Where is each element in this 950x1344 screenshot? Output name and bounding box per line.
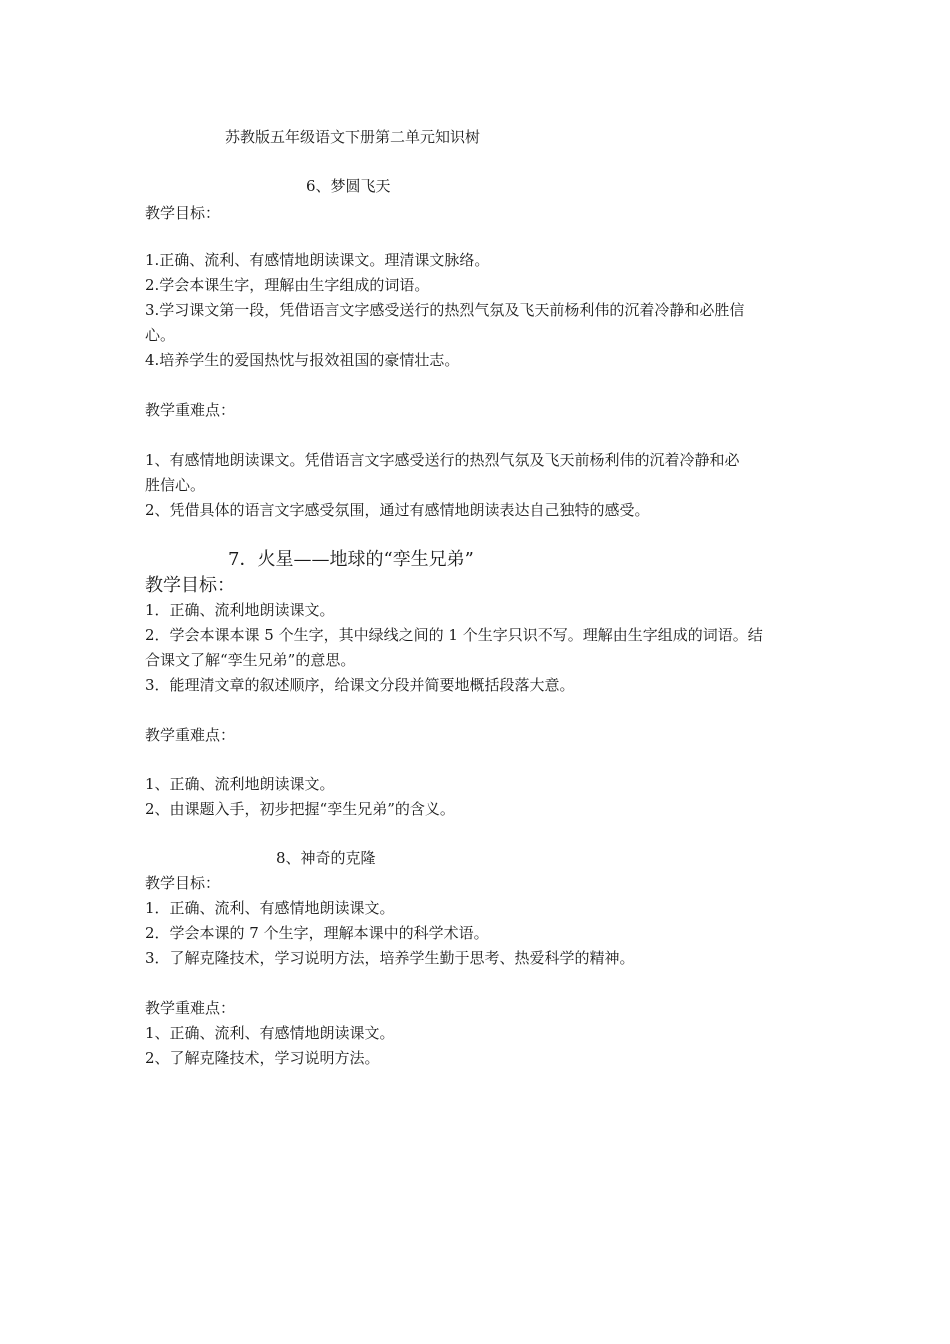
lesson-6-key-point: 1、有感情地朗读课文。凭借语言文字感受送行的热烈气氛及飞天前杨利伟的沉着冷静和必 xyxy=(145,451,740,469)
lesson-6-goal: 心。 xyxy=(145,326,176,344)
lesson-7-goal: 2．学会本课本课 5 个生字，其中绿线之间的 1 个生字只识不写。理解由生字组成的词语。结 xyxy=(145,626,763,644)
lesson-6-goal: 3.学习课文第一段，凭借语言文字感受送行的热烈气氛及飞天前杨利伟的沉着冷静和必胜信 xyxy=(145,301,745,319)
lesson-8-key-label: 教学重难点： xyxy=(145,999,236,1017)
lesson-7-goals-label: 教学目标： xyxy=(145,575,235,596)
lesson-6-goals-label: 教学目标： xyxy=(145,204,221,222)
lesson-7-key-point: 1、正确、流利地朗读课文。 xyxy=(145,775,335,793)
lesson-6-goal: 2.学会本课生字，理解由生字组成的词语。 xyxy=(145,276,430,294)
document-title: 苏教版五年级语文下册第二单元知识树 xyxy=(225,128,481,146)
lesson-7-key-point: 2、由课题入手，初步把握“孪生兄弟”的含义。 xyxy=(145,800,455,818)
lesson-8-goal: 2．学会本课的 7 个生字，理解本课中的科学术语。 xyxy=(145,924,489,942)
lesson-8-goal: 3．了解克隆技术，学习说明方法，培养学生勤于思考、热爱科学的精神。 xyxy=(145,949,635,967)
lesson-8-key-point: 2、了解克隆技术，学习说明方法。 xyxy=(145,1049,380,1067)
lesson-8-heading: 8、神奇的克隆 xyxy=(276,849,376,867)
lesson-7-goal: 合课文了解“孪生兄弟”的意思。 xyxy=(145,651,356,669)
lesson-8-goals-label: 教学目标： xyxy=(145,874,221,892)
lesson-7-key-label: 教学重难点： xyxy=(145,726,236,744)
lesson-6-key-point: 2、凭借具体的语言文字感受氛围，通过有感情地朗读表达自己独特的感受。 xyxy=(145,501,650,519)
lesson-7-goal: 1．正确、流利地朗读课文。 xyxy=(145,601,335,619)
lesson-6-heading: 6、梦圆飞天 xyxy=(306,177,391,195)
lesson-8-goal: 1．正确、流利、有感情地朗读课文。 xyxy=(145,899,395,917)
lesson-7-goal: 3．能理清文章的叙述顺序，给课文分段并简要地概括段落大意。 xyxy=(145,676,575,694)
lesson-6-key-point: 胜信心。 xyxy=(145,476,206,494)
lesson-6-goal: 4.培养学生的爱国热忱与报效祖国的豪情壮志。 xyxy=(145,351,460,369)
lesson-6-key-label: 教学重难点： xyxy=(145,401,236,419)
lesson-8-key-point: 1、正确、流利、有感情地朗读课文。 xyxy=(145,1024,395,1042)
lesson-7-heading: 7．火星——地球的“孪生兄弟” xyxy=(228,549,474,570)
lesson-6-goal: 1.正确、流利、有感情地朗读课文。理清课文脉络。 xyxy=(145,251,490,269)
